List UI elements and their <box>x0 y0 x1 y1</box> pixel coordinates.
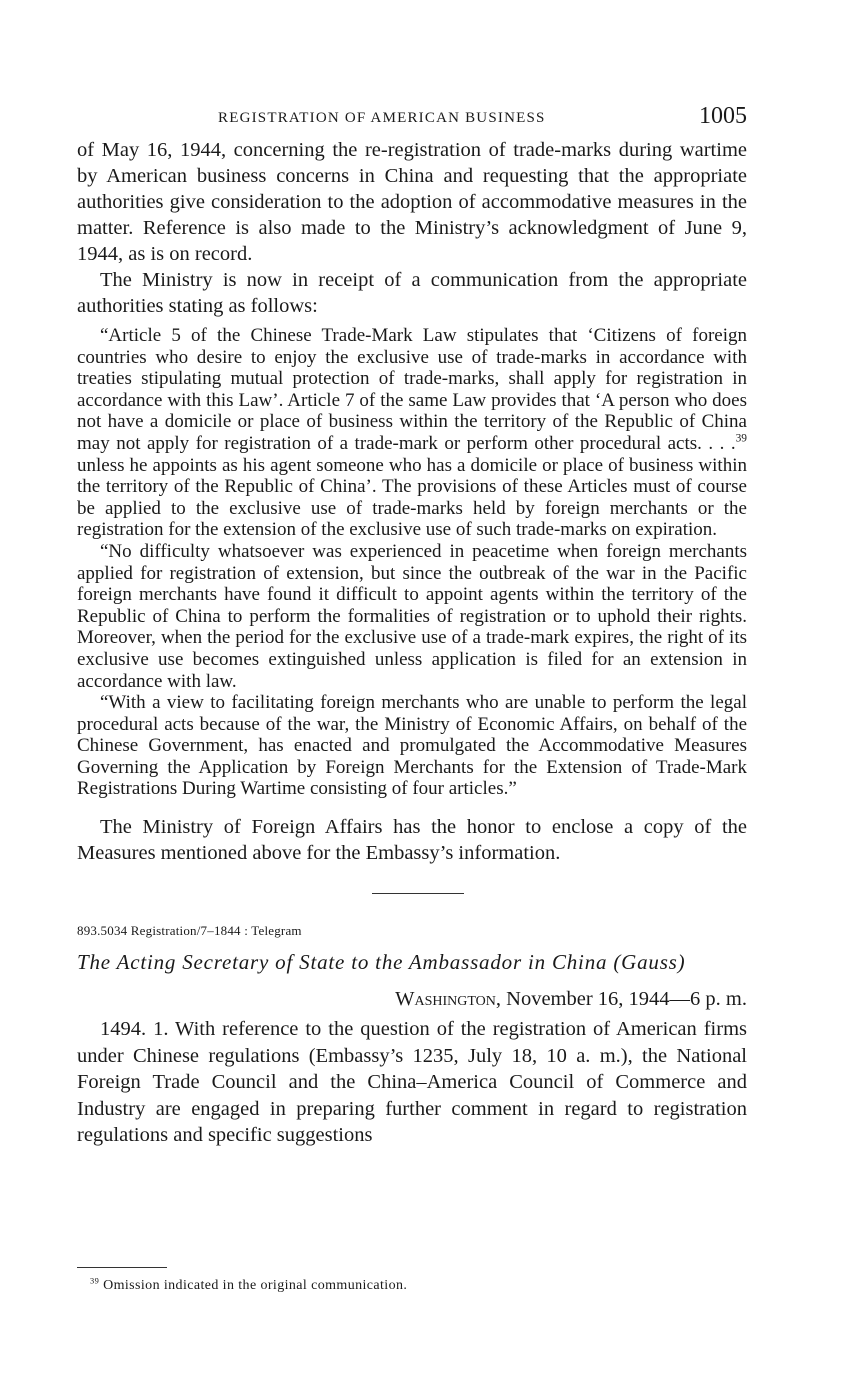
footnote-divider <box>77 1267 167 1268</box>
quote-paragraph-1-part-a: “Article 5 of the Chinese Trade-Mark Law stipulates that ‘Citizens of foreign countries who desire to enjoy the exclusive use of trade-marks in accordance with treaties stipulating mutual protection of trade-marks, shall apply for registration in accordance with this Law’. Article 7 of the same Law provides that ‘A person who does not have a domicile or place of business within the territory of the Republic of China may not apply for registration of a trade-mark or perform other procedural acts. . . . <box>77 325 747 454</box>
document-page <box>77 103 747 1149</box>
quote-paragraph-2: “No difficulty whatsoever was experienced in peacetime when foreign merchants applied for registration of extension, but since the outbreak of the war in the Pacific foreign merchants have found it difficult to appoint agents within the territory of the Republic of China to perform the formalities of registration or to uphold their rights. Moreover, when the period for the exclusive use of a trade-mark expires, the right of its exclusive use becomes extinguished unless application is filed for an extension in accordance with law. <box>77 540 747 692</box>
file-reference: 893.5034 Registration/7–1844 : Telegram <box>77 923 302 939</box>
closing-section <box>77 814 747 866</box>
quoted-communication <box>77 325 747 800</box>
section-divider <box>372 893 464 894</box>
footnote <box>90 1278 407 1294</box>
quote-paragraph-3: “With a view to facilitating foreign merchants who are unable to perform the legal procedural acts because of the war, the Ministry of Economic Affairs, on behalf of the Chinese Government, has enacted and promulgated the Accommodative Measures Governing the Application by Foreign Merchants for the Extension of Trade-Mark Registrations During Wartime consisting of four articles.” <box>77 692 747 800</box>
running-title: REGISTRATION OF AMERICAN BUSINESS <box>218 110 546 126</box>
intro-section <box>77 137 747 319</box>
page-number: 1005 <box>699 103 747 129</box>
quote-paragraph-1-part-b: unless he appoints as his agent someone who has a domicile or place of business within the territory of the Republic of China’. The provisions of these Articles must of course be applied to the exclusive use of trade-marks held by foreign merchants or the registration for the extension of the exclusive use of such trade-marks on expiration. <box>77 454 747 541</box>
footnote-text: Omission indicated in the original communication. <box>99 1278 408 1293</box>
footnote-reference: 39 <box>735 432 747 445</box>
running-header <box>77 103 747 137</box>
quote-paragraph-1 <box>77 325 747 541</box>
dateline-place: Washington <box>395 988 496 1011</box>
telegram-paragraph: 1494. 1. With reference to the question of the registration of American firms under Chinese regulations (Embassy’s 1235, July 18, 10 a. m.), the National Foreign Trade Council and the China–America Council of Commerce and Industry are engaged in preparing further comment in regard to registration regulations and specific suggestions <box>77 1018 747 1147</box>
footnote-marker: 39 <box>90 1276 100 1286</box>
document-heading: The Acting Secretary of State to the Ambassador in China (Gauss) <box>77 950 686 975</box>
closing-paragraph: The Ministry of Foreign Affairs has the honor to enclose a copy of the Measures mentioned above for the Embassy’s information. <box>77 816 747 865</box>
dateline-date: , November 16, 1944—6 p. m. <box>495 988 747 1011</box>
dateline <box>77 988 747 1011</box>
telegram-body <box>77 1016 747 1149</box>
intro-paragraph-2: The Ministry is now in receipt of a communication from the appropriate authorities stating as follows: <box>77 269 747 317</box>
intro-paragraph-1: of May 16, 1944, concerning the re-registration of trade-marks during wartime by American business concerns in China and requesting that the appropriate authorities give consideration to the adoption of accommodative measures in the matter. Reference is also made to the Ministry’s acknowledgment of June 9, 1944, as is on record. <box>77 139 747 265</box>
